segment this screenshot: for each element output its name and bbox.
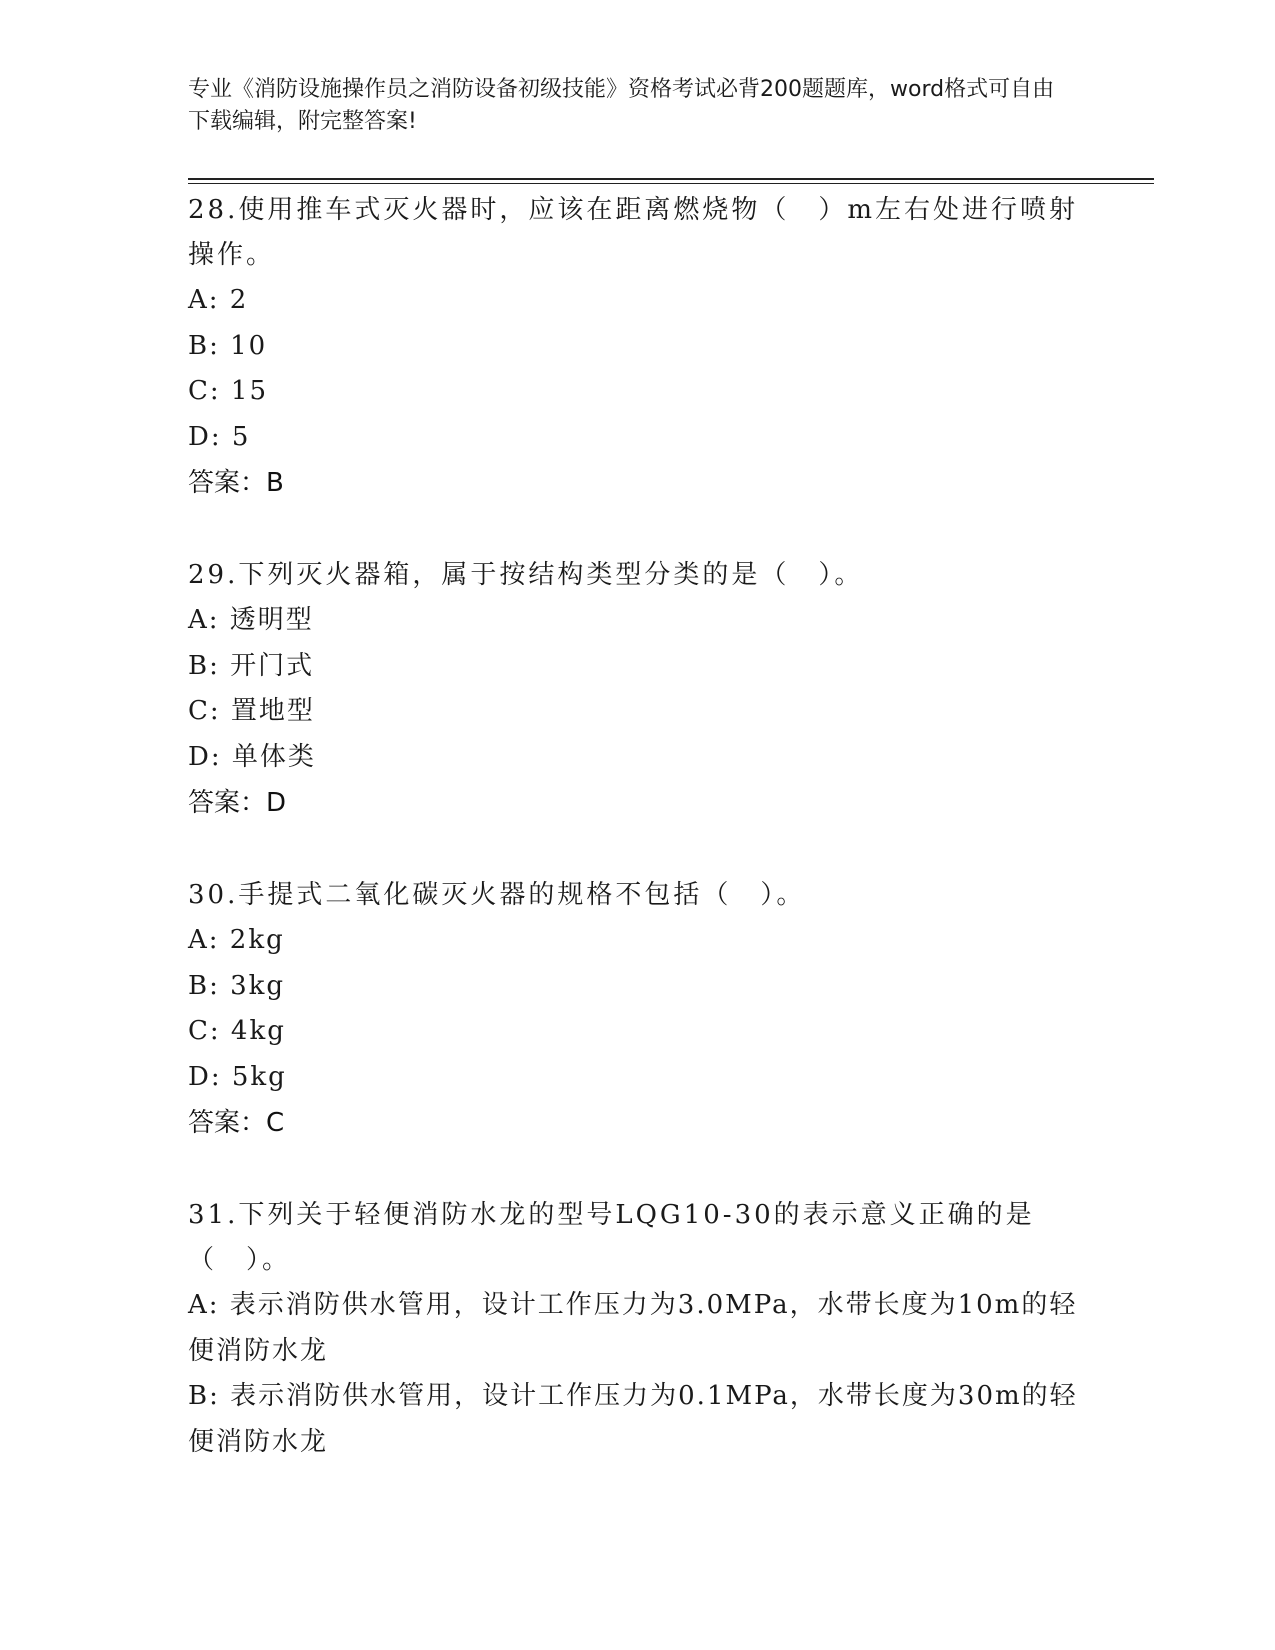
question-stem: 30.手提式二氧化碳灭火器的规格不包括（ ）。: [188, 880, 806, 910]
answer-line: 答案：D: [188, 788, 287, 818]
option-b: B: 开门式: [188, 650, 315, 681]
option-d: D: 5kg: [188, 1061, 287, 1092]
option-c: C: 15: [188, 376, 269, 406]
answer-line: 答案：C: [188, 1108, 285, 1138]
option-d: D: 单体类: [188, 741, 316, 772]
question-30: [188, 873, 1088, 1146]
option-d: D: 5: [188, 421, 251, 452]
question-31: [188, 1193, 1088, 1465]
option-b: B: 10: [188, 330, 268, 361]
option-c: C: 4kg: [188, 1016, 286, 1046]
question-stem: 29.下列灭火器箱，属于按结构类型分类的是（ ）。: [188, 560, 864, 590]
option-a: A: 表示消防供水管用，设计工作压力为3.0MPa，水带长度为10m的轻便消防水龙: [188, 1290, 1078, 1366]
header-divider-thick: [188, 178, 1154, 180]
option-a: A: 2kg: [188, 925, 285, 955]
option-a: A: 透明型: [188, 605, 314, 635]
question-stem: 31.下列关于轻便消防水龙的型号LQG10-30的表示意义正确的是（ ）。: [188, 1200, 1035, 1275]
document-header: 专业《消防设施操作员之消防设备初级技能》资格考试必背200题题库，word格式可自由下载编辑，附完整答案!: [188, 77, 1055, 134]
question-list: [188, 188, 1088, 1512]
option-a: A: 2: [188, 285, 249, 315]
option-b: B: 3kg: [188, 970, 286, 1001]
option-c: C: 置地型: [188, 696, 315, 726]
option-b: B: 表示消防供水管用，设计工作压力为0.1MPa，水带长度为30m的轻便消防水龙: [188, 1381, 1078, 1457]
question-stem: 28.使用推车式灭火器时，应该在距离燃烧物（ ）m左右处进行喷射操作。: [188, 195, 1079, 270]
header-divider-thin: [188, 183, 1154, 184]
answer-line: 答案：B: [188, 468, 284, 498]
question-29: [188, 553, 1088, 826]
question-28: [188, 188, 1088, 506]
